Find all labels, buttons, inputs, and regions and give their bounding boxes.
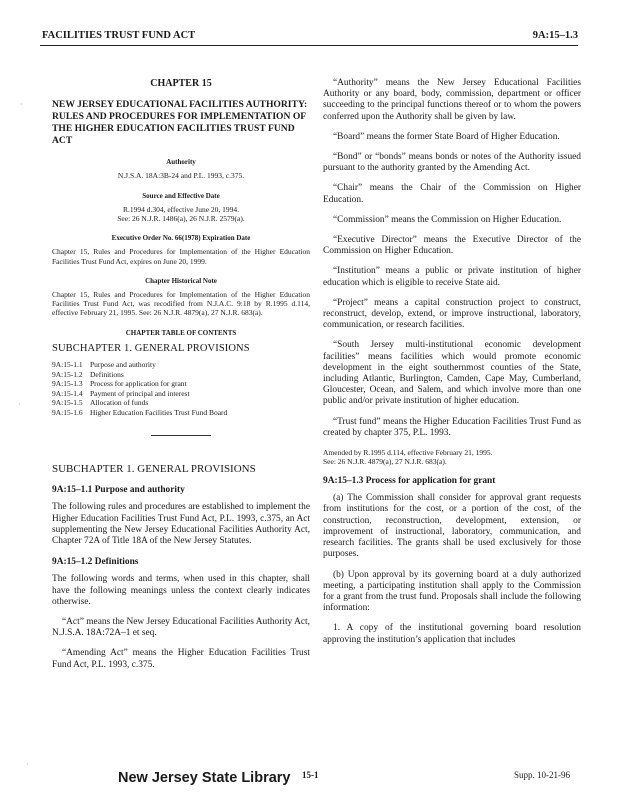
authority-text: N.J.S.A. 18A:3B-24 and P.L. 1993, c.375.	[117, 171, 245, 181]
source-text-1: R.1994 d.304, effective June 20, 1994.	[122, 204, 240, 214]
right-column	[323, 78, 581, 655]
section-divider	[151, 435, 211, 436]
historical-note-heading: Chapter Historical Note	[145, 276, 217, 285]
scan-mark: ·	[26, 760, 29, 769]
definition-institution: “Institution” means a public or private institution of higher education which is eligible to receive State aid.	[323, 266, 581, 288]
page-number: 15-1	[302, 770, 319, 780]
running-head-title: FACILITIES TRUST FUND ACT	[42, 30, 196, 41]
definition-amending-act: “Amending Act” means the Higher Education Facilities Trust Fund Act, P.L. 1993, c.375.	[52, 648, 310, 670]
toc-heading: CHAPTER TABLE OF CONTENTS	[125, 328, 237, 337]
toc-item-title: Definitions	[90, 369, 124, 379]
section-1-1-heading: 9A:15–1.1 Purpose and authority	[52, 485, 185, 496]
chapter-number: CHAPTER 15	[150, 78, 212, 89]
section-1-3-b: (b) Upon approval by its governing board at a duly authorized meeting, a participating institution shall apply to the Commission for a grant from the trust fund. Proposals shall include the following information:	[323, 569, 581, 614]
amendment-note-1: Amended by R.1995 d.114, effective February 21, 1995.	[323, 448, 493, 458]
library-stamp: New Jersey State Library	[118, 770, 291, 786]
toc-item-number: 9A:15-1.5	[52, 398, 83, 408]
toc-item-number: 9A:15-1.6	[52, 407, 83, 417]
toc-item-number: 9A:15-1.1	[52, 360, 83, 370]
authority-heading: Authority	[166, 158, 196, 167]
toc-list	[52, 360, 310, 417]
section-1-2-text: The following words and terms, when used in this chapter, shall have the following meanings unless the context clearly indicates otherwise.	[52, 574, 310, 607]
toc-item-title: Higher Education Facilities Trust Fund Board	[90, 407, 228, 417]
toc-item	[52, 360, 310, 370]
section-1-1-text: The following rules and procedures are established to implement the Higher Education Facilities Trust Fund Act, P.L. 1993, c.375, an Act supplementing the New Jersey Educational Facilities Authority Act, Chapter 72A of Title 18A of the New Jersey Statutes.	[52, 502, 310, 547]
section-1-2-heading: 9A:15–1.2 Definitions	[52, 557, 139, 568]
definition-bond: “Bond” or “bonds” means bonds or notes of the Authority issued pursuant to the authority granted by the Amending Act.	[323, 152, 581, 174]
header-rule	[40, 45, 578, 46]
definition-commission: “Commission” means the Commission on Higher Education.	[333, 214, 562, 225]
definition-trust-fund: “Trust fund” means the Higher Education Facilities Trust Fund as created by chapter 375, P.L. 1993.	[323, 416, 581, 438]
toc-item	[52, 370, 310, 380]
definition-board: “Board” means the former State Board of Higher Education.	[333, 131, 560, 142]
source-heading: Source and Effective Date	[142, 191, 220, 200]
toc-item	[52, 398, 310, 408]
definition-authority: “Authority” means the New Jersey Educational Facilities Authority or any board, body, commission, department or officer succeeding to the principal functions thereof or to whom the powers conferred upon the Authority shall be given by law.	[323, 78, 581, 122]
section-1-3-b-1: 1. A copy of the institutional governing board resolution approving the institution’s application that includes	[323, 623, 581, 645]
definition-act: “Act” means the New Jersey Educational Facilities Authority Act, N.J.S.A. 18A:72A–1 et seq.	[52, 617, 310, 639]
supplement-date: Supp. 10-21-96	[514, 770, 570, 780]
chapter-title: NEW JERSEY EDUCATIONAL FACILITIES AUTHORITY: RULES AND PROCEDURES FOR IMPLEMENTATION OF THE HIGHER EDUCATION FACILITIES TRUST FUND ACT	[52, 99, 308, 147]
toc-item	[52, 408, 310, 418]
toc-item	[52, 379, 310, 389]
exec-order-text: Chapter 15, Rules and Procedures for Implementation of the Higher Education Facilities Trust Fund Act, expires on June 20, 1999.	[52, 247, 310, 266]
definition-south-jersey: “South Jersey multi-institutional economic development facilities” means facilities which would promote economic development in the eight southernmost counties of the State, including Atlantic, Burlington, Camden, Cape May, Cumberland, Gloucester, Ocean, and Salem, and which involve more than one public and/or private institution of higher education.	[323, 340, 581, 407]
section-1-3-a: (a) The Commission shall consider for approval grant requests from institutions for the cost, or a portion of the cost, of the construction, reconstruction, development, extension, or improvement of instructional, laboratory, communication, and research facilities. The grants shall be used exclusively for those purposes.	[323, 493, 581, 560]
definition-executive-director: “Executive Director” means the Executive Director of the Commission on Higher Education.	[323, 235, 581, 257]
source-text-2: See: 26 N.J.R. 1486(a), 26 N.J.R. 2579(a).	[117, 214, 245, 224]
toc-item-number: 9A:15-1.4	[52, 388, 83, 398]
toc-subchapter: SUBCHAPTER 1. GENERAL PROVISIONS	[52, 342, 250, 354]
toc-item-number: 9A:15-1.2	[52, 369, 83, 379]
toc-item-title: Purpose and authority	[90, 360, 156, 370]
running-head	[42, 30, 578, 46]
toc-item-number: 9A:15-1.3	[52, 379, 83, 389]
exec-order-heading: Executive Order No. 66(1978) Expiration Date	[111, 234, 251, 243]
toc-item-title: Process for application for grant	[90, 379, 187, 389]
left-column	[52, 78, 310, 680]
scan-mark: ·	[18, 400, 21, 409]
toc-item-title: Allocation of funds	[90, 398, 149, 408]
historical-note-text: Chapter 15, Rules and Procedures for Implementation of the Higher Education Facilities Trust Fund Act, was recodified from N.J.A.C. 9:18 by R.1995 d.114, effective February 21, 1995. See: 26 N.J.R. 4879(a), 27 N.J.R. 683(a).	[52, 290, 310, 318]
subchapter-title: SUBCHAPTER 1. GENERAL PROVISIONS	[52, 463, 256, 476]
running-head-section: 9A:15–1.3	[532, 30, 578, 41]
definition-project: “Project” means a capital construction project to construct, reconstruct, develop, extend, or improve instructional, laboratory, communication, or research facilities.	[323, 297, 581, 331]
definition-chair: “Chair” means the Chair of the Commission on Higher Education.	[323, 183, 581, 205]
toc-item-title: Payment of principal and interest	[90, 388, 190, 398]
section-1-3-heading: 9A:15–1.3 Process for application for grant	[323, 476, 496, 487]
scan-mark: ·	[20, 100, 23, 109]
amendment-note-2: See: 26 N.J.R. 4879(a), 27 N.J.R. 683(a).	[323, 457, 447, 467]
toc-item	[52, 389, 310, 399]
